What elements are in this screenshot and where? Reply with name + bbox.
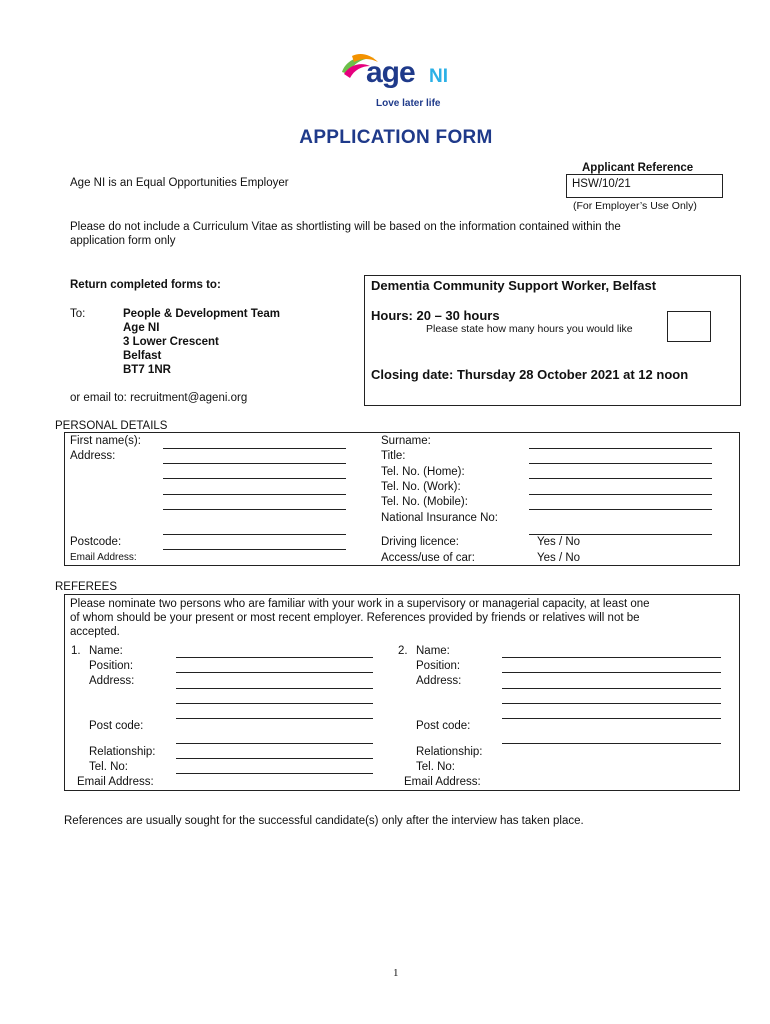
- return-address-line: People & Development Team: [123, 308, 280, 320]
- first-name-input[interactable]: [163, 448, 346, 449]
- referees-intro-line: accepted.: [70, 626, 120, 638]
- job-hours: Hours: 20 – 30 hours: [371, 308, 500, 323]
- referee-1-address-label: Address:: [89, 675, 135, 687]
- address-input-line[interactable]: [163, 463, 346, 464]
- surname-input[interactable]: [529, 448, 712, 449]
- address-input-line[interactable]: [163, 534, 346, 535]
- referee-1-number: 1.: [71, 645, 81, 657]
- referee-1-tel-label: Tel. No:: [89, 761, 128, 773]
- email-label: Email Address:: [70, 552, 137, 563]
- return-to-label: To:: [70, 308, 86, 320]
- age-ni-logo: [340, 48, 470, 114]
- referee-2-position-input[interactable]: [502, 672, 721, 673]
- applicant-reference-value: HSW/10/21: [572, 178, 631, 190]
- driving-licence-label: Driving licence:: [381, 536, 459, 548]
- applicant-reference-label: Applicant Reference: [582, 162, 694, 174]
- referee-1-name-label: Name:: [89, 645, 123, 657]
- referee-1-email-label: Email Address:: [77, 776, 154, 788]
- referee-2-address-line[interactable]: [502, 703, 721, 704]
- referees-intro-line: of whom should be your present or most recent employer. References provided by friends or relatives will not be: [70, 612, 640, 624]
- referee-2-email-label: Email Address:: [404, 776, 481, 788]
- hours-input-box[interactable]: [667, 311, 711, 342]
- logo-suffix: NI: [429, 66, 448, 87]
- tel-home-input[interactable]: [529, 478, 712, 479]
- job-title: Dementia Community Support Worker, Belfast: [371, 278, 657, 293]
- car-access-label: Access/use of car:: [381, 552, 475, 564]
- tel-mobile-label: Tel. No. (Mobile):: [381, 496, 468, 508]
- return-address-line: 3 Lower Crescent: [123, 336, 219, 348]
- referee-2-postcode-input[interactable]: [502, 743, 721, 744]
- return-address-line: Belfast: [123, 350, 162, 362]
- referee-1-position-label: Position:: [89, 660, 134, 672]
- referee-2-position-label: Position:: [416, 660, 461, 672]
- cv-notice-line2: application form only: [70, 235, 176, 247]
- postcode-label: Postcode:: [70, 536, 122, 548]
- title-label: Title:: [381, 450, 406, 462]
- referee-2-postcode-label: Post code:: [416, 720, 471, 732]
- referee-1-name-input[interactable]: [176, 657, 373, 658]
- logo-tagline: Love later life: [376, 98, 441, 109]
- logo-brand: age: [366, 56, 415, 89]
- personal-details-heading: PERSONAL DETAILS: [55, 420, 168, 432]
- first-name-label: First name(s):: [70, 435, 141, 447]
- referee-2-address-line[interactable]: [502, 718, 721, 719]
- referee-2-relationship-label: Relationship:: [416, 746, 483, 758]
- page-title: APPLICATION FORM: [299, 127, 493, 148]
- tel-mobile-input[interactable]: [529, 509, 712, 510]
- address-input-line[interactable]: [163, 509, 346, 510]
- tel-home-label: Tel. No. (Home):: [381, 466, 465, 478]
- address-input-line[interactable]: [163, 494, 346, 495]
- tel-work-input[interactable]: [529, 494, 712, 495]
- ni-number-label: National Insurance No:: [381, 512, 498, 524]
- job-details-box: [364, 275, 741, 406]
- referee-1-postcode-label: Post code:: [89, 720, 144, 732]
- referee-2-name-input[interactable]: [502, 657, 721, 658]
- references-footer-note: References are usually sought for the successful candidate(s) only after the interview has taken place.: [64, 815, 584, 827]
- equal-opportunities-text: Age NI is an Equal Opportunities Employer: [70, 177, 289, 189]
- title-input[interactable]: [529, 463, 712, 464]
- referee-1-address-line[interactable]: [176, 718, 373, 719]
- referee-2-address-line[interactable]: [502, 688, 721, 689]
- employer-use-note: (For Employer’s Use Only): [573, 200, 697, 212]
- referees-heading: REFEREES: [55, 581, 117, 593]
- address-label: Address:: [70, 450, 116, 462]
- referee-1-postcode-input[interactable]: [176, 743, 373, 744]
- referee-2-address-label: Address:: [416, 675, 462, 687]
- referee-1-relationship-label: Relationship:: [89, 746, 156, 758]
- referee-2-number: 2.: [398, 645, 408, 657]
- applicant-reference-box[interactable]: [566, 174, 723, 198]
- cv-notice-line1: Please do not include a Curriculum Vitae as shortlisting will be based on the information contained within the: [70, 221, 621, 233]
- return-heading: Return completed forms to:: [70, 279, 221, 291]
- referee-1-address-line[interactable]: [176, 703, 373, 704]
- job-hours-note: Please state how many hours you would like: [426, 323, 633, 335]
- job-closing-date: Closing date: Thursday 28 October 2021 at 12 noon: [371, 367, 689, 382]
- tel-work-label: Tel. No. (Work):: [381, 481, 461, 493]
- return-address-line: BT7 1NR: [123, 364, 171, 376]
- referee-1-position-input[interactable]: [176, 672, 373, 673]
- return-address-line: Age NI: [123, 322, 160, 334]
- postcode-input[interactable]: [163, 549, 346, 550]
- referees-intro-line: Please nominate two persons who are familiar with your work in a supervisory or managerial capacity, at least one: [70, 598, 650, 610]
- referee-1-relationship-input[interactable]: [176, 758, 373, 759]
- referee-2-tel-label: Tel. No:: [416, 761, 455, 773]
- driving-licence-yes-no[interactable]: Yes / No: [537, 536, 581, 548]
- referee-1-address-line[interactable]: [176, 688, 373, 689]
- referee-2-name-label: Name:: [416, 645, 450, 657]
- surname-label: Surname:: [381, 435, 431, 447]
- page-number: 1: [393, 967, 399, 979]
- car-access-yes-no[interactable]: Yes / No: [537, 552, 581, 564]
- return-email-line: or email to: recruitment@ageni.org: [70, 392, 248, 404]
- address-input-line[interactable]: [163, 478, 346, 479]
- referee-1-tel-input[interactable]: [176, 773, 373, 774]
